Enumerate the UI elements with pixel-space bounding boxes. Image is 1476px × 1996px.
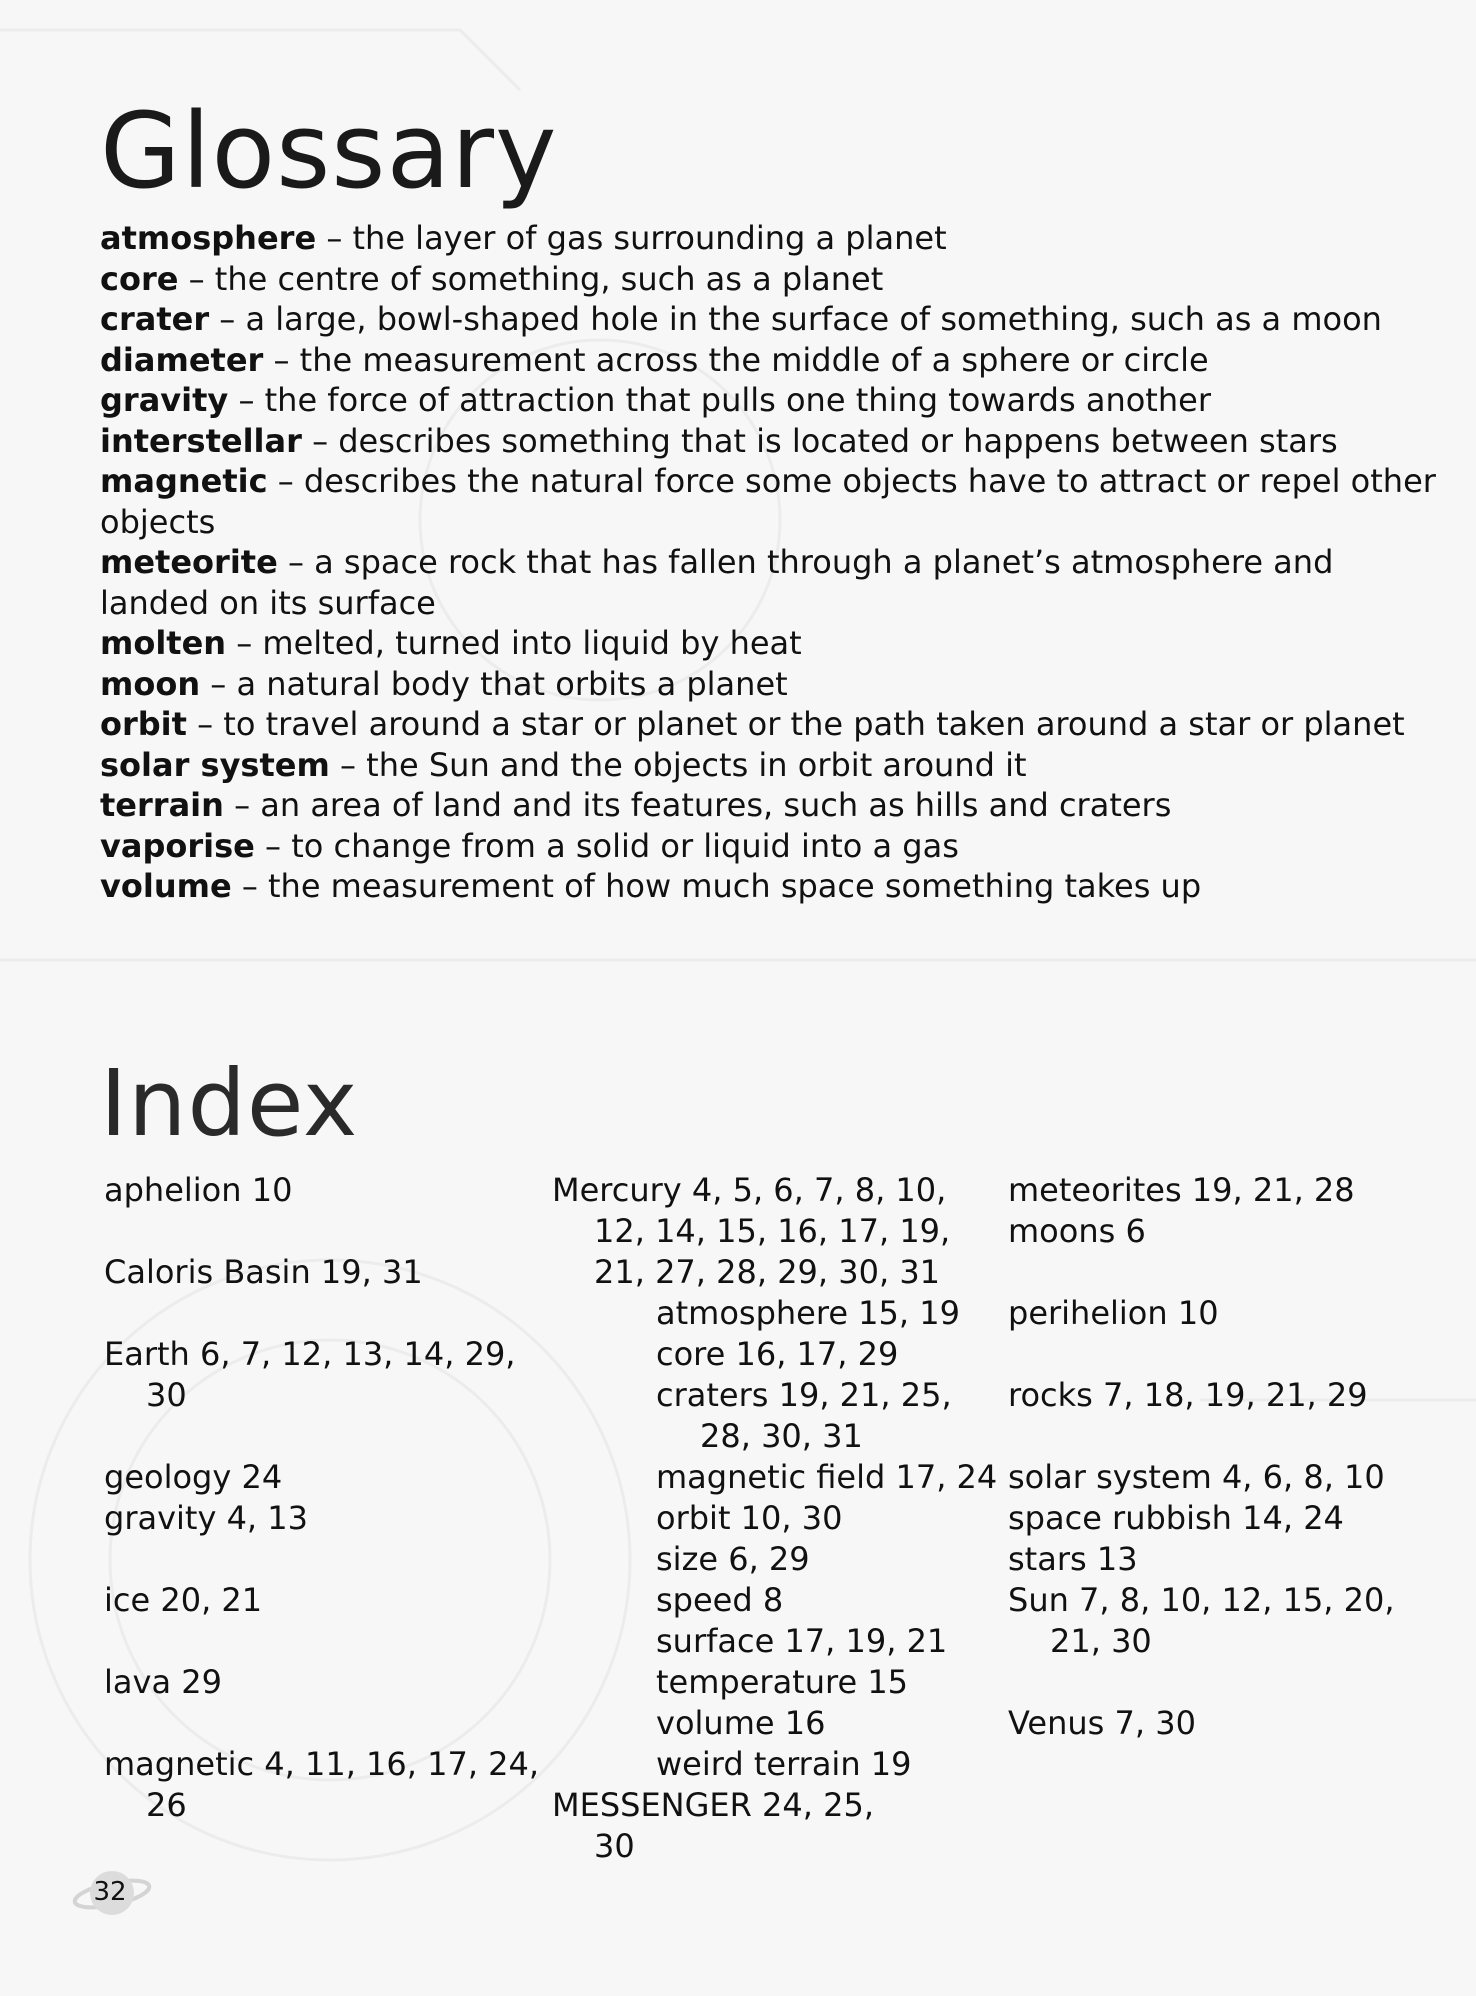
glossary-entry xyxy=(100,664,1450,705)
glossary-term: diameter xyxy=(100,340,264,379)
index-column-3 xyxy=(1008,1170,1448,1785)
glossary-list xyxy=(100,218,1450,907)
glossary-definition: – describes something that is located or happens between stars xyxy=(301,421,1338,460)
index-entry: perihelion 10 xyxy=(1008,1294,1219,1332)
glossary-entry xyxy=(100,826,1450,867)
glossary-term: gravity xyxy=(100,381,229,419)
index-entry: space rubbish 14, 24 xyxy=(1008,1499,1344,1537)
glossary-entry xyxy=(100,704,1450,745)
glossary-term: vaporise xyxy=(100,826,255,865)
glossary-definition: – melted, turned into liquid by heat xyxy=(226,624,802,662)
glossary-definition: – the Sun and the objects in orbit around it xyxy=(329,745,1027,784)
index-entry: ice 20, 21 xyxy=(104,1581,263,1619)
glossary-title: Glossary xyxy=(100,90,558,212)
glossary-entry xyxy=(100,380,1450,421)
glossary-entry xyxy=(100,866,1450,907)
index-entry: Earth 6, 7, 12, 13, 14, 29, 30 xyxy=(104,1335,516,1414)
glossary-entry xyxy=(100,785,1450,826)
index-entry: geology 24 xyxy=(104,1458,283,1496)
index-subentry: weird terrain 19 xyxy=(656,1745,912,1783)
glossary-term: crater xyxy=(100,300,210,338)
index-subentry: volume 16 xyxy=(656,1704,826,1742)
index-column-2 xyxy=(552,1170,1012,1867)
glossary-entry xyxy=(100,299,1450,340)
glossary-term: interstellar xyxy=(100,421,302,460)
glossary-entry xyxy=(100,745,1450,786)
glossary-term: core xyxy=(100,259,179,298)
glossary-definition: – an area of land and its features, such as hills and craters xyxy=(223,786,1172,824)
glossary-term: volume xyxy=(100,867,232,905)
glossary-term: solar system xyxy=(100,745,330,784)
index-title: Index xyxy=(100,1050,359,1157)
page-number: 32 xyxy=(78,1870,142,1914)
index-subentry: atmosphere 15, 19 xyxy=(656,1294,960,1332)
glossary-definition: – a space rock that has fallen through a planet’s atmosphere and landed on its surface xyxy=(100,543,1334,622)
index-entry: magnetic 4, 11, 16, 17, 24, 26 xyxy=(104,1745,540,1824)
glossary-entry xyxy=(100,259,1450,300)
index-subentry: magnetic field 17, 24 xyxy=(656,1458,998,1496)
index-entry: rocks 7, 18, 19, 21, 29 xyxy=(1008,1376,1368,1414)
glossary-entry xyxy=(100,623,1450,664)
index-subentry: surface 17, 19, 21 xyxy=(656,1622,948,1660)
index-subentry: speed 8 xyxy=(656,1581,784,1619)
glossary-term: meteorite xyxy=(100,543,278,581)
glossary-definition: – the force of attraction that pulls one thing towards another xyxy=(228,381,1211,419)
index-entry: solar system 4, 6, 8, 10 xyxy=(1008,1458,1385,1496)
index-entry: moons 6 xyxy=(1008,1212,1146,1250)
index-column-1 xyxy=(104,1170,544,1867)
index-entry: Caloris Basin 19, 31 xyxy=(104,1253,423,1291)
index-entry: Mercury 4, 5, 6, 7, 8, 10, 12, 14, 15, 16, 17, 19, 21, 27, 28, 29, 30, 31 xyxy=(552,1171,951,1291)
glossary-entry xyxy=(100,542,1450,623)
index-subentry: temperature 15 xyxy=(656,1663,909,1701)
index-entry: Venus 7, 30 xyxy=(1008,1704,1196,1742)
glossary-term: orbit xyxy=(100,705,187,743)
glossary-term: atmosphere xyxy=(100,219,317,257)
index-entry: stars 13 xyxy=(1008,1540,1138,1578)
glossary-term: moon xyxy=(100,664,201,703)
index-subentry: size 6, 29 xyxy=(656,1540,810,1578)
glossary-term: molten xyxy=(100,624,227,662)
index-subentry: core 16, 17, 29 xyxy=(656,1335,899,1373)
glossary-entry xyxy=(100,218,1450,259)
glossary-definition: – the layer of gas surrounding a planet xyxy=(316,219,947,257)
glossary-definition: – to travel around a star or planet or the path taken around a star or planet xyxy=(186,705,1405,743)
index-entry: MESSENGER 24, 25, 30 xyxy=(552,1786,874,1865)
glossary-definition: – describes the natural force some objects have to attract or repel other objects xyxy=(100,462,1436,541)
glossary-definition: – the measurement across the middle of a sphere or circle xyxy=(263,340,1209,379)
index-entry: Sun 7, 8, 10, 12, 15, 20, 21, 30 xyxy=(1008,1581,1395,1660)
glossary-entry xyxy=(100,340,1450,381)
glossary-definition: – the centre of something, such as a planet xyxy=(178,259,884,298)
glossary-entry xyxy=(100,421,1450,462)
index-entry: aphelion 10 xyxy=(104,1171,293,1209)
glossary-term: terrain xyxy=(100,786,224,824)
index-subentry: orbit 10, 30 xyxy=(656,1499,843,1537)
glossary-entry xyxy=(100,461,1450,542)
glossary-definition: – a natural body that orbits a planet xyxy=(200,664,788,703)
index-entry: gravity 4, 13 xyxy=(104,1499,308,1537)
glossary-definition: – the measurement of how much space something takes up xyxy=(231,867,1202,905)
glossary-term: magnetic xyxy=(100,462,268,500)
glossary-definition: – to change from a solid or liquid into a gas xyxy=(254,826,959,865)
glossary-definition: – a large, bowl-shaped hole in the surface of something, such as a moon xyxy=(209,300,1382,338)
index-entry: meteorites 19, 21, 28 xyxy=(1008,1171,1355,1209)
index-entry: lava 29 xyxy=(104,1663,222,1701)
index-subentry: craters 19, 21, 25, 28, 30, 31 xyxy=(656,1376,952,1455)
